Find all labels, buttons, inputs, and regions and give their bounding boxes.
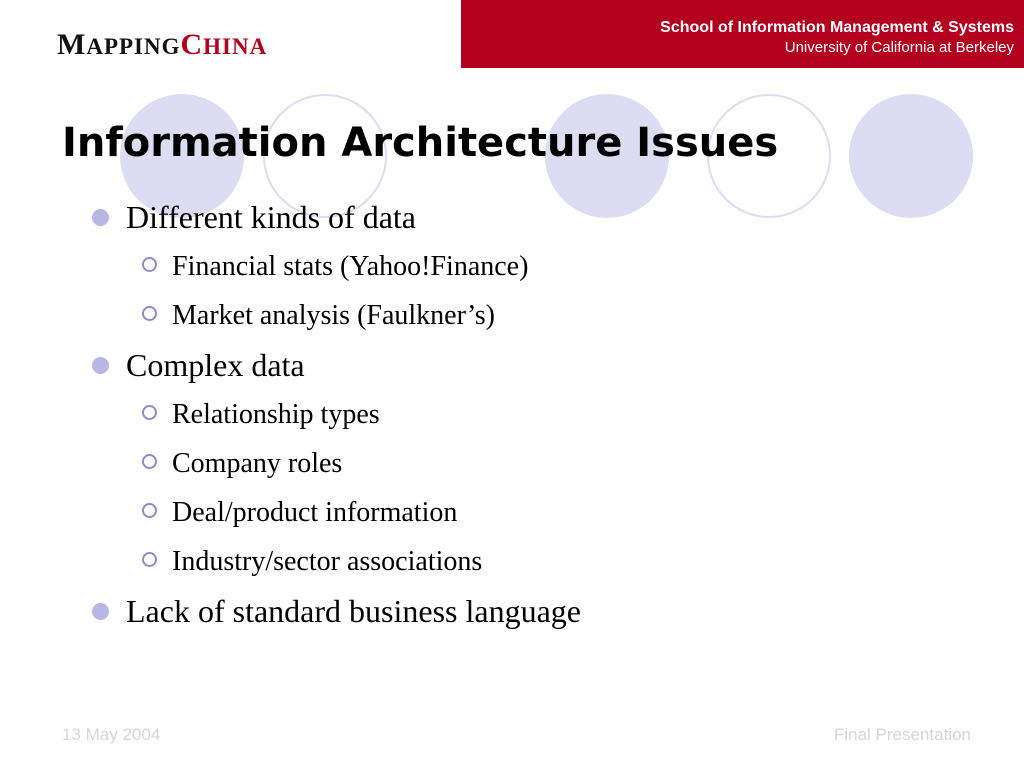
hollow-bullet-icon <box>142 405 157 420</box>
sub-bullet-item <box>86 291 986 340</box>
sub-bullet-text: Deal/product information <box>172 497 458 528</box>
logo-word-mapping: MAPPING <box>57 28 181 61</box>
hollow-bullet-icon <box>142 257 157 272</box>
bullet-item <box>86 192 986 242</box>
school-banner <box>461 0 1024 68</box>
filled-bullet-icon <box>92 209 109 226</box>
filled-bullet-icon <box>92 603 109 620</box>
hollow-bullet-icon <box>142 503 157 518</box>
bullet-item <box>86 586 986 636</box>
footer-date: 13 May 2004 <box>62 725 161 744</box>
slide-content <box>86 192 986 636</box>
sub-bullet-text: Company roles <box>172 448 343 479</box>
sub-bullet-item <box>86 242 986 291</box>
sub-bullet-text: Industry/sector associations <box>172 546 483 577</box>
hollow-bullet-icon <box>142 306 157 321</box>
sub-bullet-item <box>86 537 986 586</box>
sub-bullet-text: Financial stats (Yahoo!Finance) <box>172 251 529 282</box>
bullet-text: Complex data <box>126 347 305 383</box>
school-name: School of Information Management & Systems <box>660 19 1014 36</box>
slide-title: Information Architecture Issues <box>62 120 779 166</box>
sub-bullet-item <box>86 439 986 488</box>
hollow-bullet-icon <box>142 552 157 567</box>
sub-bullet-item <box>86 390 986 439</box>
footer-label: Final Presentation <box>833 725 971 744</box>
sub-bullet-text: Market analysis (Faulkner’s) <box>172 300 495 331</box>
bullet-item <box>86 340 986 390</box>
university-name: University of California at Berkeley <box>784 39 1014 56</box>
mapping-china-logo <box>57 30 267 60</box>
hollow-bullet-icon <box>142 454 157 469</box>
sub-bullet-text: Relationship types <box>172 399 380 430</box>
sub-bullet-item <box>86 488 986 537</box>
bullet-text: Different kinds of data <box>126 199 416 235</box>
bullet-text: Lack of standard business language <box>126 593 581 629</box>
filled-bullet-icon <box>92 357 109 374</box>
logo-word-china: CHINA <box>180 28 268 61</box>
